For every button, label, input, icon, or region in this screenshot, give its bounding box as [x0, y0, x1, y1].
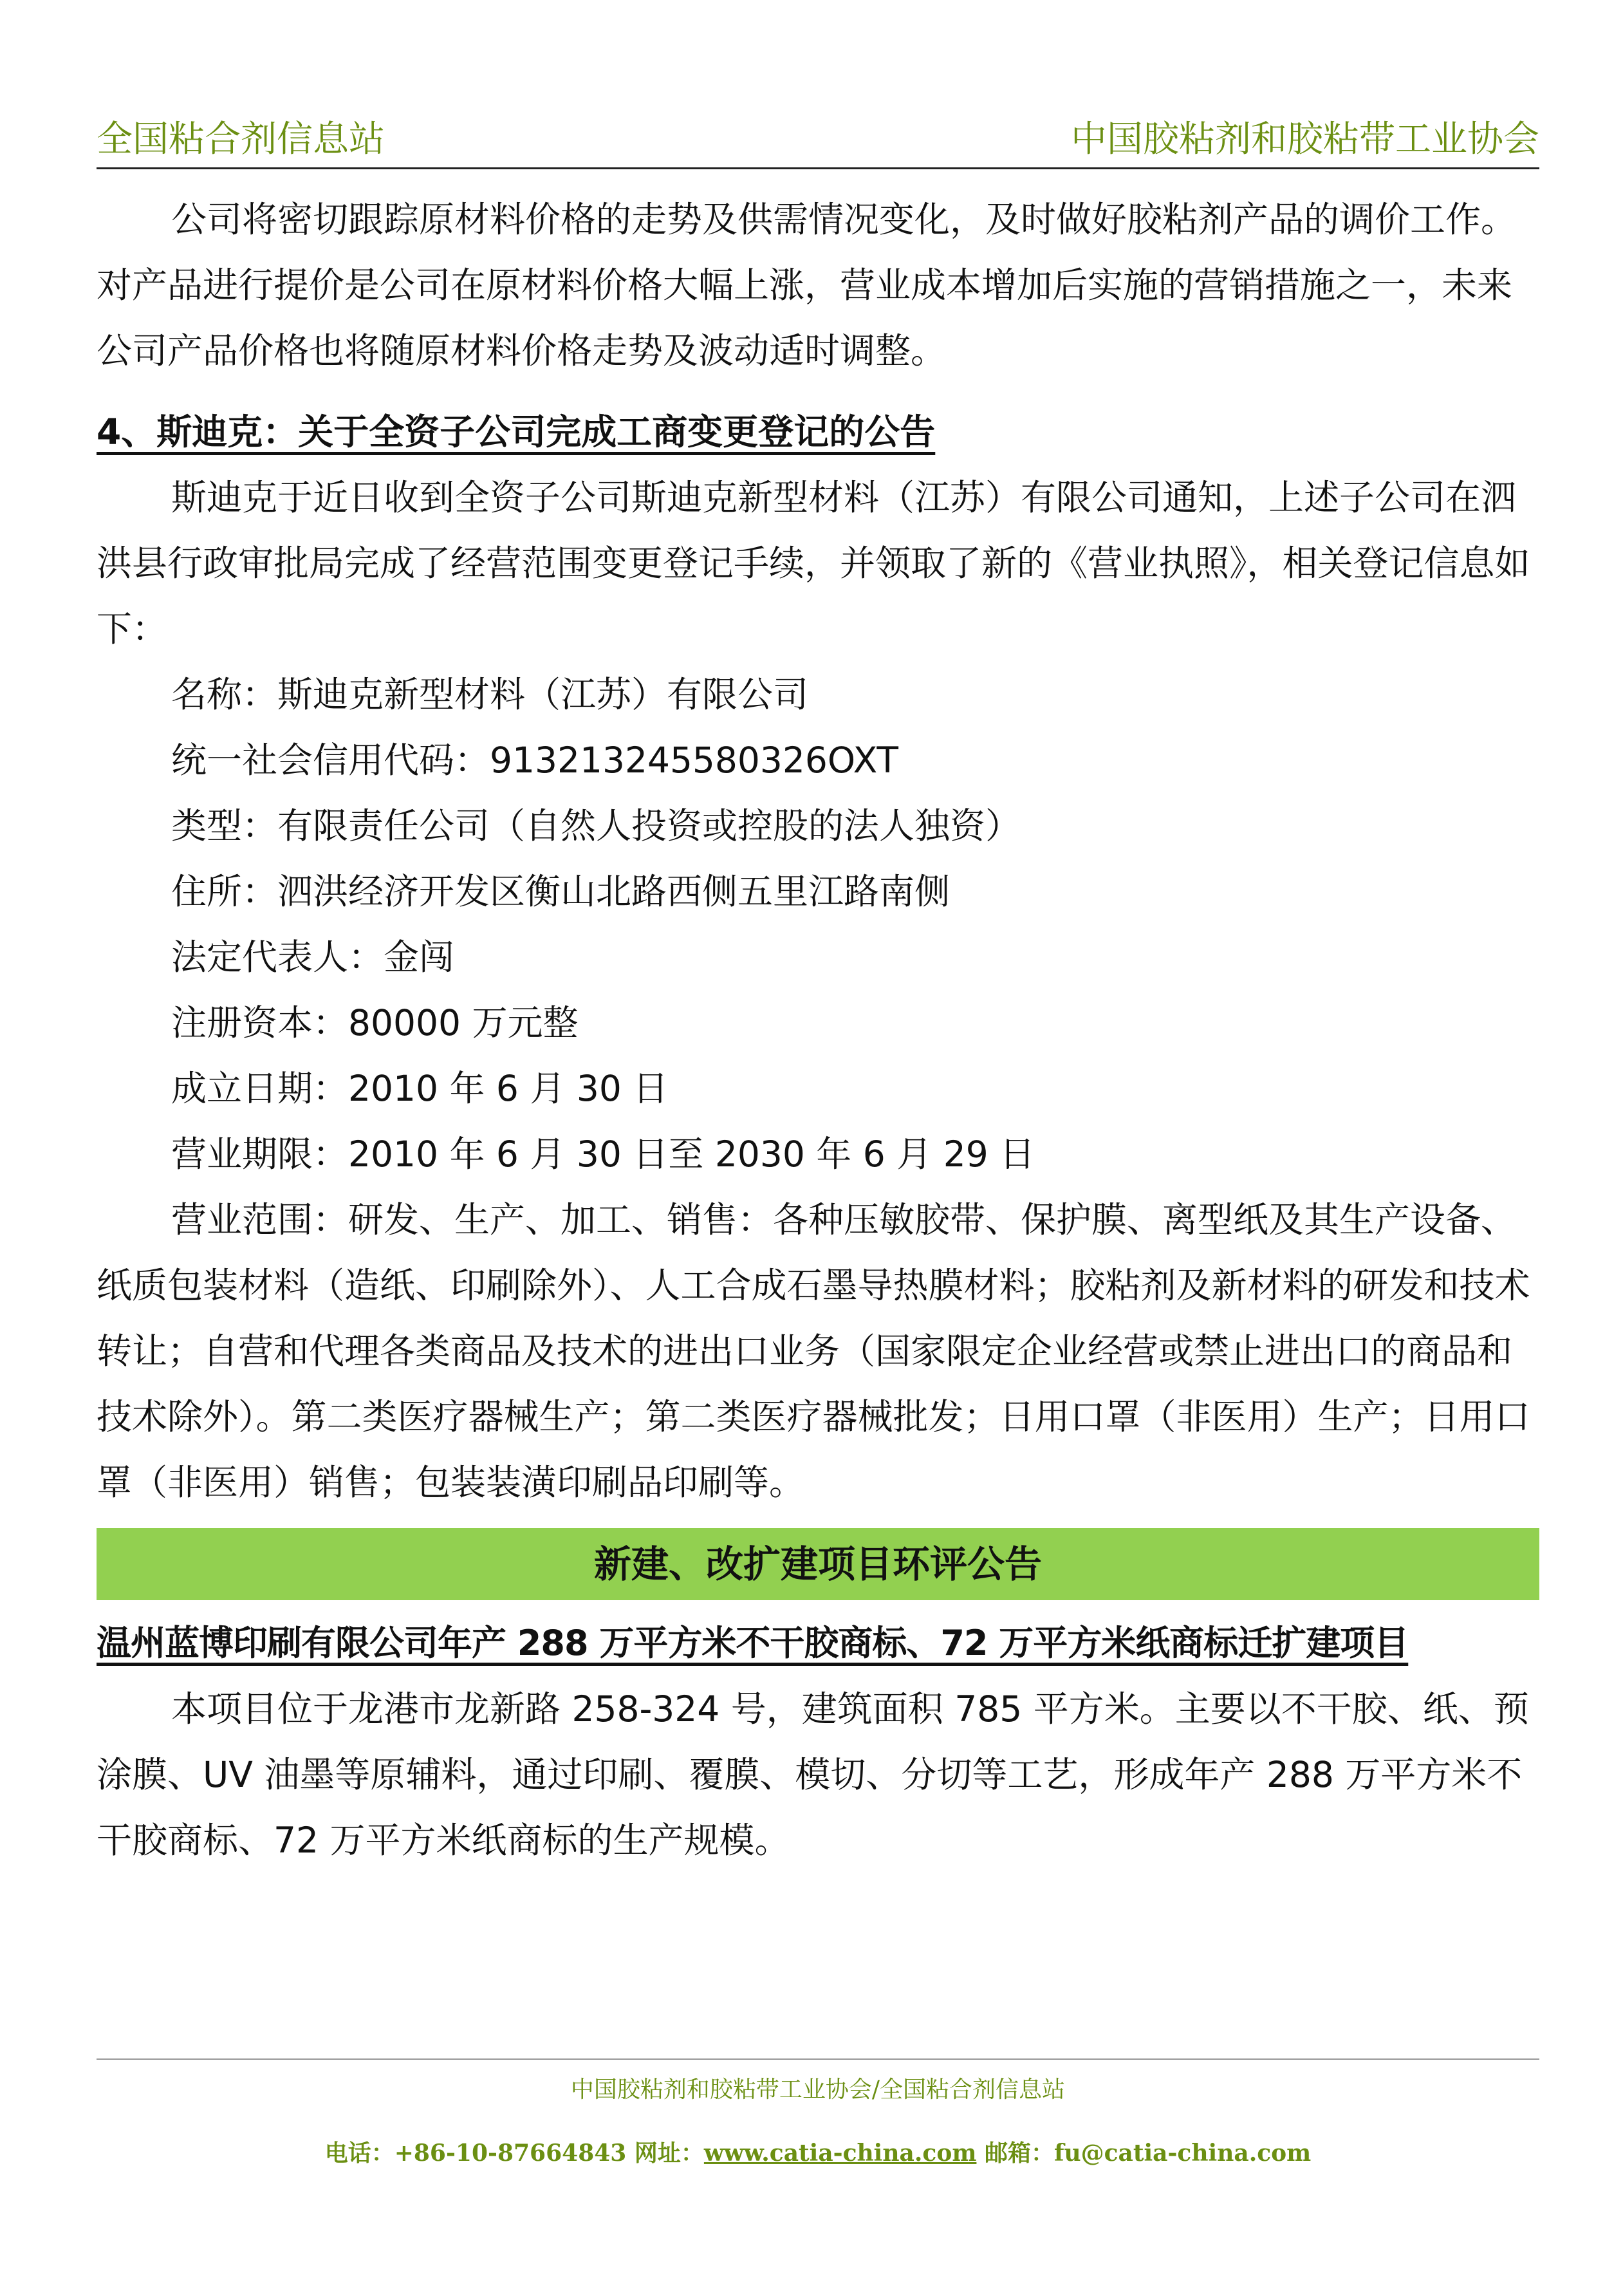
field-capital: 注册资本：80000 万元整: [171, 1002, 579, 1043]
field-name: 名称：斯迪克新型材料（江苏）有限公司: [171, 674, 809, 715]
header-right-title: 中国胶粘剂和胶粘带工业协会: [1071, 118, 1539, 160]
page-content: [97, 187, 1539, 1873]
project-title: 温州蓝博印刷有限公司年产 288 万平方米不干胶商标、72 万平方米纸商标迁扩建项目: [97, 1623, 1409, 1663]
header-left-title: 全国粘合剂信息站: [97, 118, 385, 160]
field-credit-code: 统一社会信用代码：913213245580326OXT: [171, 740, 898, 781]
field-address: 住所：泗洪经济开发区衡山北路西侧五里江路南侧: [171, 871, 951, 912]
business-scope-paragraph: 营业范围：研发、生产、加工、销售：各种压敏胶带、保护膜、离型纸及其生产设备、纸质包装材料（造纸、印刷除外）、人工合成石墨导热膜材料；胶粘剂及新材料的研发和技术转让；自营和代理各类商品及技术的进出口业务（国家限定企业经营或禁止进出口的商品和技术除外）。第二类医疗器械生产；第二类医疗器械批发；日用口罩（非医用）生产；日用口罩（非医用）销售；包装装潢印刷品印刷等。: [97, 1199, 1530, 1503]
field-type: 类型：有限责任公司（自然人投资或控股的法人独资）: [171, 805, 1021, 846]
section-4-paragraph: 斯迪克于近日收到全资子公司斯迪克新型材料（江苏）有限公司通知，上述子公司在泗洪县行政审批局完成了经营范围变更登记手续，并领取了新的《营业执照》，相关登记信息如下：: [97, 477, 1530, 649]
footer-email: 邮箱：fu@catia-china.com: [976, 2140, 1312, 2167]
registration-info-list: [97, 662, 1539, 1187]
footer-website-link[interactable]: www.catia-china.com: [703, 2140, 977, 2167]
intro-paragraph: 公司将密切跟踪原材料价格的走势及供需情况变化，及时做好胶粘剂产品的调价工作。对产品进行提价是公司在原材料价格大幅上涨，营业成本增加后实施的营销措施之一，未来公司产品价格也将随原材料价格走势及波动适时调整。: [97, 199, 1517, 371]
footer-org: 中国胶粘剂和胶粘带工业协会/全国粘合剂信息站: [570, 2077, 1066, 2103]
project-paragraph: 本项目位于龙港市龙新路 258-324 号，建筑面积 785 平方米。主要以不干胶、纸、预涂膜、UV 油墨等原辅料，通过印刷、覆膜、模切、分切等工艺，形成年产 288 万平方米不干胶商标、72 万平方米纸商标的生产规模。: [97, 1688, 1529, 1861]
page-footer: [97, 2058, 1539, 2169]
footer-phone: 电话：+86-10-87664843 网址：: [324, 2140, 704, 2167]
section-4-title: 4、斯迪克：关于全资子公司完成工商变更登记的公告: [97, 411, 936, 453]
footer-contact: [97, 2137, 1539, 2169]
section-banner: 新建、改扩建项目环评公告: [97, 1528, 1539, 1600]
page-header: [97, 116, 1539, 169]
field-legal-rep: 法定代表人：金闯: [171, 937, 455, 978]
field-term: 营业期限：2010 年 6 月 30 日至 2030 年 6 月 29 日: [171, 1134, 1035, 1175]
field-established: 成立日期：2010 年 6 月 30 日: [171, 1068, 669, 1109]
